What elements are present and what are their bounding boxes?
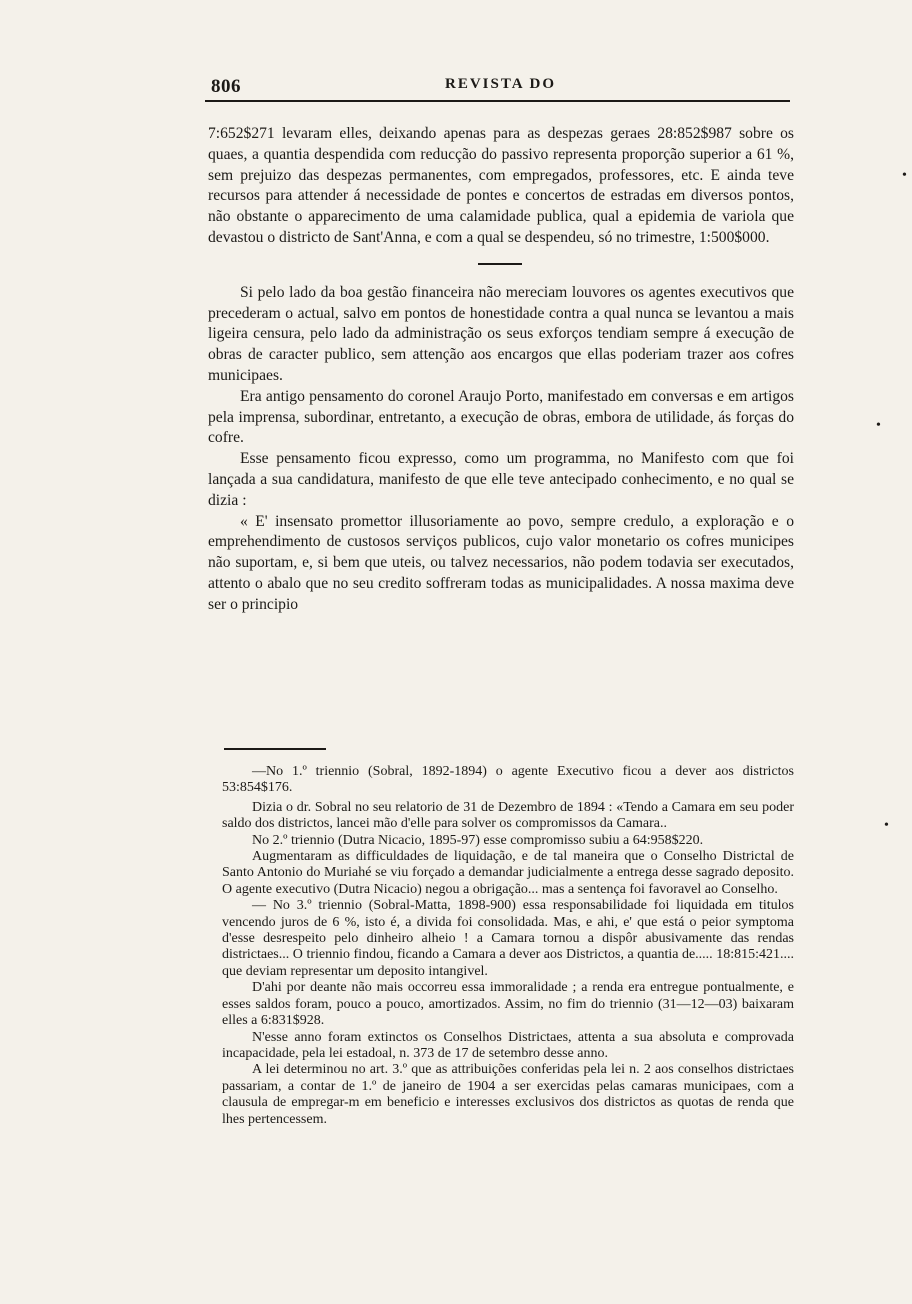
footnote-paragraph: A lei determinou no art. 3.º que as attribuições conferidas pela lei n. 2 aos conselhos districtaes passariam, a contar de 1.º de janeiro de 1904 a ser exercidas pelas camaras municipaes, com a clausula de empregar-m em beneficio e interesses exclusivos dos districtos as quotas de renda que lhes pertencessem.: [222, 1062, 794, 1127]
body-paragraph: « E' insensato promettor illusoriamente ao povo, sempre credulo, a exploração e o emprehendimento de custosos serviços publicos, cujo valor monetario os cofres municipes não suportam, e, si bem que uteis, ou talvez necessarios, não podem todavia ser executados, attento o abalo que no seu credito soffreram todas as municipalidades. A nossa maxima deve ser o principio: [208, 512, 794, 613]
footnote-paragraph: — No 3.º triennio (Sobral-Matta, 1898-900) essa responsabilidade foi liquidada em titulos vencendo juros de 6 %, isto é, a divida foi consolidada. Mas, e ahi, e' que está o peior symptoma d'esse desrespeito pelo dinheiro alheio ! a Camara tornou a dispôr abusivamente das rendas districtaes... O triennio findou, ficando a Camara a dever aos Districtos, a quantia de..... 18:815:421.... que deviam representar um deposito intangivel.: [222, 898, 794, 979]
header-rule: [205, 100, 790, 102]
body-paragraph: 7:652$271 levaram elles, deixando apenas para as despezas geraes 28:852$987 sobre os quaes, a quantia despendida com reducção do passivo representa proporção superior a 61 %, sem prejuizo das despezas permanentes, com empregados, professores, etc. E ainda teve recursos para attender á necessidade de pontes e concertos de estradas em diversos pontos, não obstante o apparecimento de uma calamidade publica, qual a epidemia de variola que devastou o districto de Sant'Anna, e com a qual se despendeu, só no trimestre, 1:500$000.: [208, 125, 794, 246]
footnote-paragraph: N'esse anno foram extinctos os Conselhos Districtaes, attenta a sua absoluta e comprovada incapacidade, pela lei estadoal, n. 373 de 17 de setembro desse anno.: [222, 1029, 794, 1061]
scan-speck: •: [876, 418, 881, 433]
footnote-paragraph: D'ahi por deante não mais occorreu essa immoralidade ; a renda era entregue pontualmente, e esses saldos foram, pouco a pouco, amortizados. Assim, no fim do triennio (31—12—03) baixaram elles a 6:831$928.: [222, 980, 794, 1029]
footnote-paragraph: —No 1.º triennio (Sobral, 1892-1894) o agente Executivo ficou a dever aos districtos 53:854$176.: [222, 764, 794, 796]
footnote-paragraph: Augmentaram as difficuldades de liquidação, e de tal maneira que o Conselho Districtal de Santo Antonio do Muriahé se viu forçado a demandar judicialmente a entrega desse sagrado deposito. O agente executivo (Dutra Nicacio) negou a obrigação... mas a sentença foi favoravel ao Conselho.: [222, 849, 794, 897]
footnotes: [222, 764, 794, 1128]
page-number: 806: [211, 76, 241, 97]
footnote-rule: [224, 748, 326, 750]
body-paragraph: Era antigo pensamento do coronel Araujo Porto, manifestado em conversas e em artigos pela imprensa, subordinar, entretanto, a execução de obras, embora de utilidade, ás forças do cofre.: [208, 387, 794, 447]
running-title: REVISTA DO: [445, 76, 556, 92]
main-text: [208, 124, 794, 616]
footnote-paragraph: Dizia o dr. Sobral no seu relatorio de 31 de Dezembro de 1894 : «Tendo a Camara em seu poder saldo dos districtos, lancei mão d'elle para solver os compromissos da Camara..: [222, 799, 794, 832]
body-paragraph: Esse pensamento ficou expresso, como um programma, no Manifesto com que foi lançada a sua candidatura, manifesto de que elle teve antecipado conhecimento, e no qual se dizia :: [208, 450, 794, 509]
page-header: [205, 72, 790, 106]
body-paragraph: Si pelo lado da boa gestão financeira não mereciam louvores os agentes executivos que precederam o actual, salvo em pontos de honestidade contra a qual nunca se levantou a mais ligeira censura, pelo lado da administração os seus exforços tendiam sempre á execução de obras de caracter publico, sem attenção aos encargos que ellas poderiam trazer aos cofres municipaes.: [208, 283, 794, 384]
section-separator: [478, 263, 522, 265]
scan-speck: •: [902, 168, 907, 183]
footnote-paragraph: No 2.º triennio (Dutra Nicacio, 1895-97) esse compromisso subiu a 64:958$220.: [252, 832, 704, 848]
scan-speck: •: [884, 818, 889, 833]
